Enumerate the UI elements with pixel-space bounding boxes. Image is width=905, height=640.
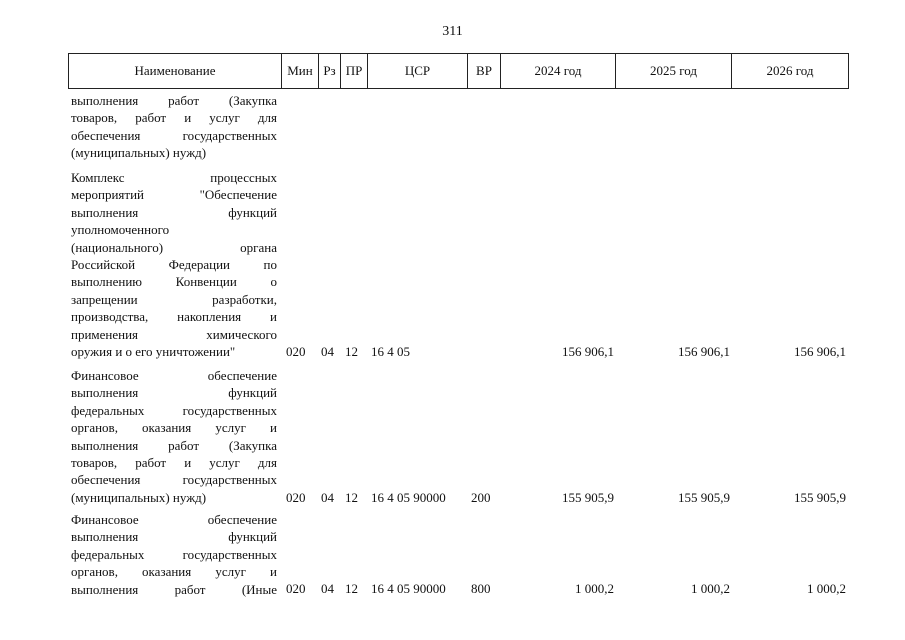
table-row-name: Комплекс процессных мероприятий "Обеспечение выполнения функций уполномоченного (национального) органа Российской Федерации по выполнению Конвенции о запрещении разработки, производства, накопления и применения химического оружия и о его уничтожении" <box>71 170 277 360</box>
row-2024: 1 000,2 <box>575 581 614 596</box>
row-rz: 04 <box>321 581 334 596</box>
header-rz: Рз <box>319 54 341 88</box>
row-2025: 1 000,2 <box>691 581 730 596</box>
row-min: 020 <box>286 490 306 505</box>
row-csr: 16 4 05 90000 <box>371 490 446 505</box>
row-csr: 16 4 05 <box>371 344 410 359</box>
header-vr: ВР <box>468 54 501 88</box>
row-vr: 200 <box>471 490 491 505</box>
row-pr: 12 <box>345 490 358 505</box>
row-2024: 155 905,9 <box>562 490 614 505</box>
header-csr: ЦСР <box>368 54 468 88</box>
row-csr: 16 4 05 90000 <box>371 581 446 596</box>
page-number: 311 <box>442 24 463 39</box>
header-2025: 2025 год <box>616 54 732 88</box>
row-2026: 1 000,2 <box>807 581 846 596</box>
row-vr: 800 <box>471 581 491 596</box>
table-row-name: Финансовое обеспечение выполнения функций федеральных государственных органов, оказания услуг и выполнения работ (Закупка товаров, работ и услуг для обеспечения государственных (муниципальных) нужд) <box>71 368 277 505</box>
header-min: Мин <box>282 54 319 88</box>
row-rz: 04 <box>321 344 334 359</box>
table-row-name: Финансовое обеспечение выполнения функций федеральных государственных органов, оказания услуг и выполнения работ (Иные <box>71 512 277 597</box>
row-2025: 155 905,9 <box>678 490 730 505</box>
header-2024: 2024 год <box>501 54 616 88</box>
row-2026: 156 906,1 <box>794 344 846 359</box>
row-min: 020 <box>286 344 306 359</box>
row-2026: 155 905,9 <box>794 490 846 505</box>
table-row-name: выполнения работ (Закупка товаров, работ и услуг для обеспечения государственных (муниципальных) нужд) <box>71 93 277 161</box>
row-2024: 156 906,1 <box>562 344 614 359</box>
row-pr: 12 <box>345 344 358 359</box>
header-name: Наименование <box>69 54 282 88</box>
row-2025: 156 906,1 <box>678 344 730 359</box>
row-pr: 12 <box>345 581 358 596</box>
header-2026: 2026 год <box>766 63 814 78</box>
header-pr: ПР <box>341 54 368 88</box>
table-header <box>68 53 849 89</box>
row-rz: 04 <box>321 490 334 505</box>
row-min: 020 <box>286 581 306 596</box>
